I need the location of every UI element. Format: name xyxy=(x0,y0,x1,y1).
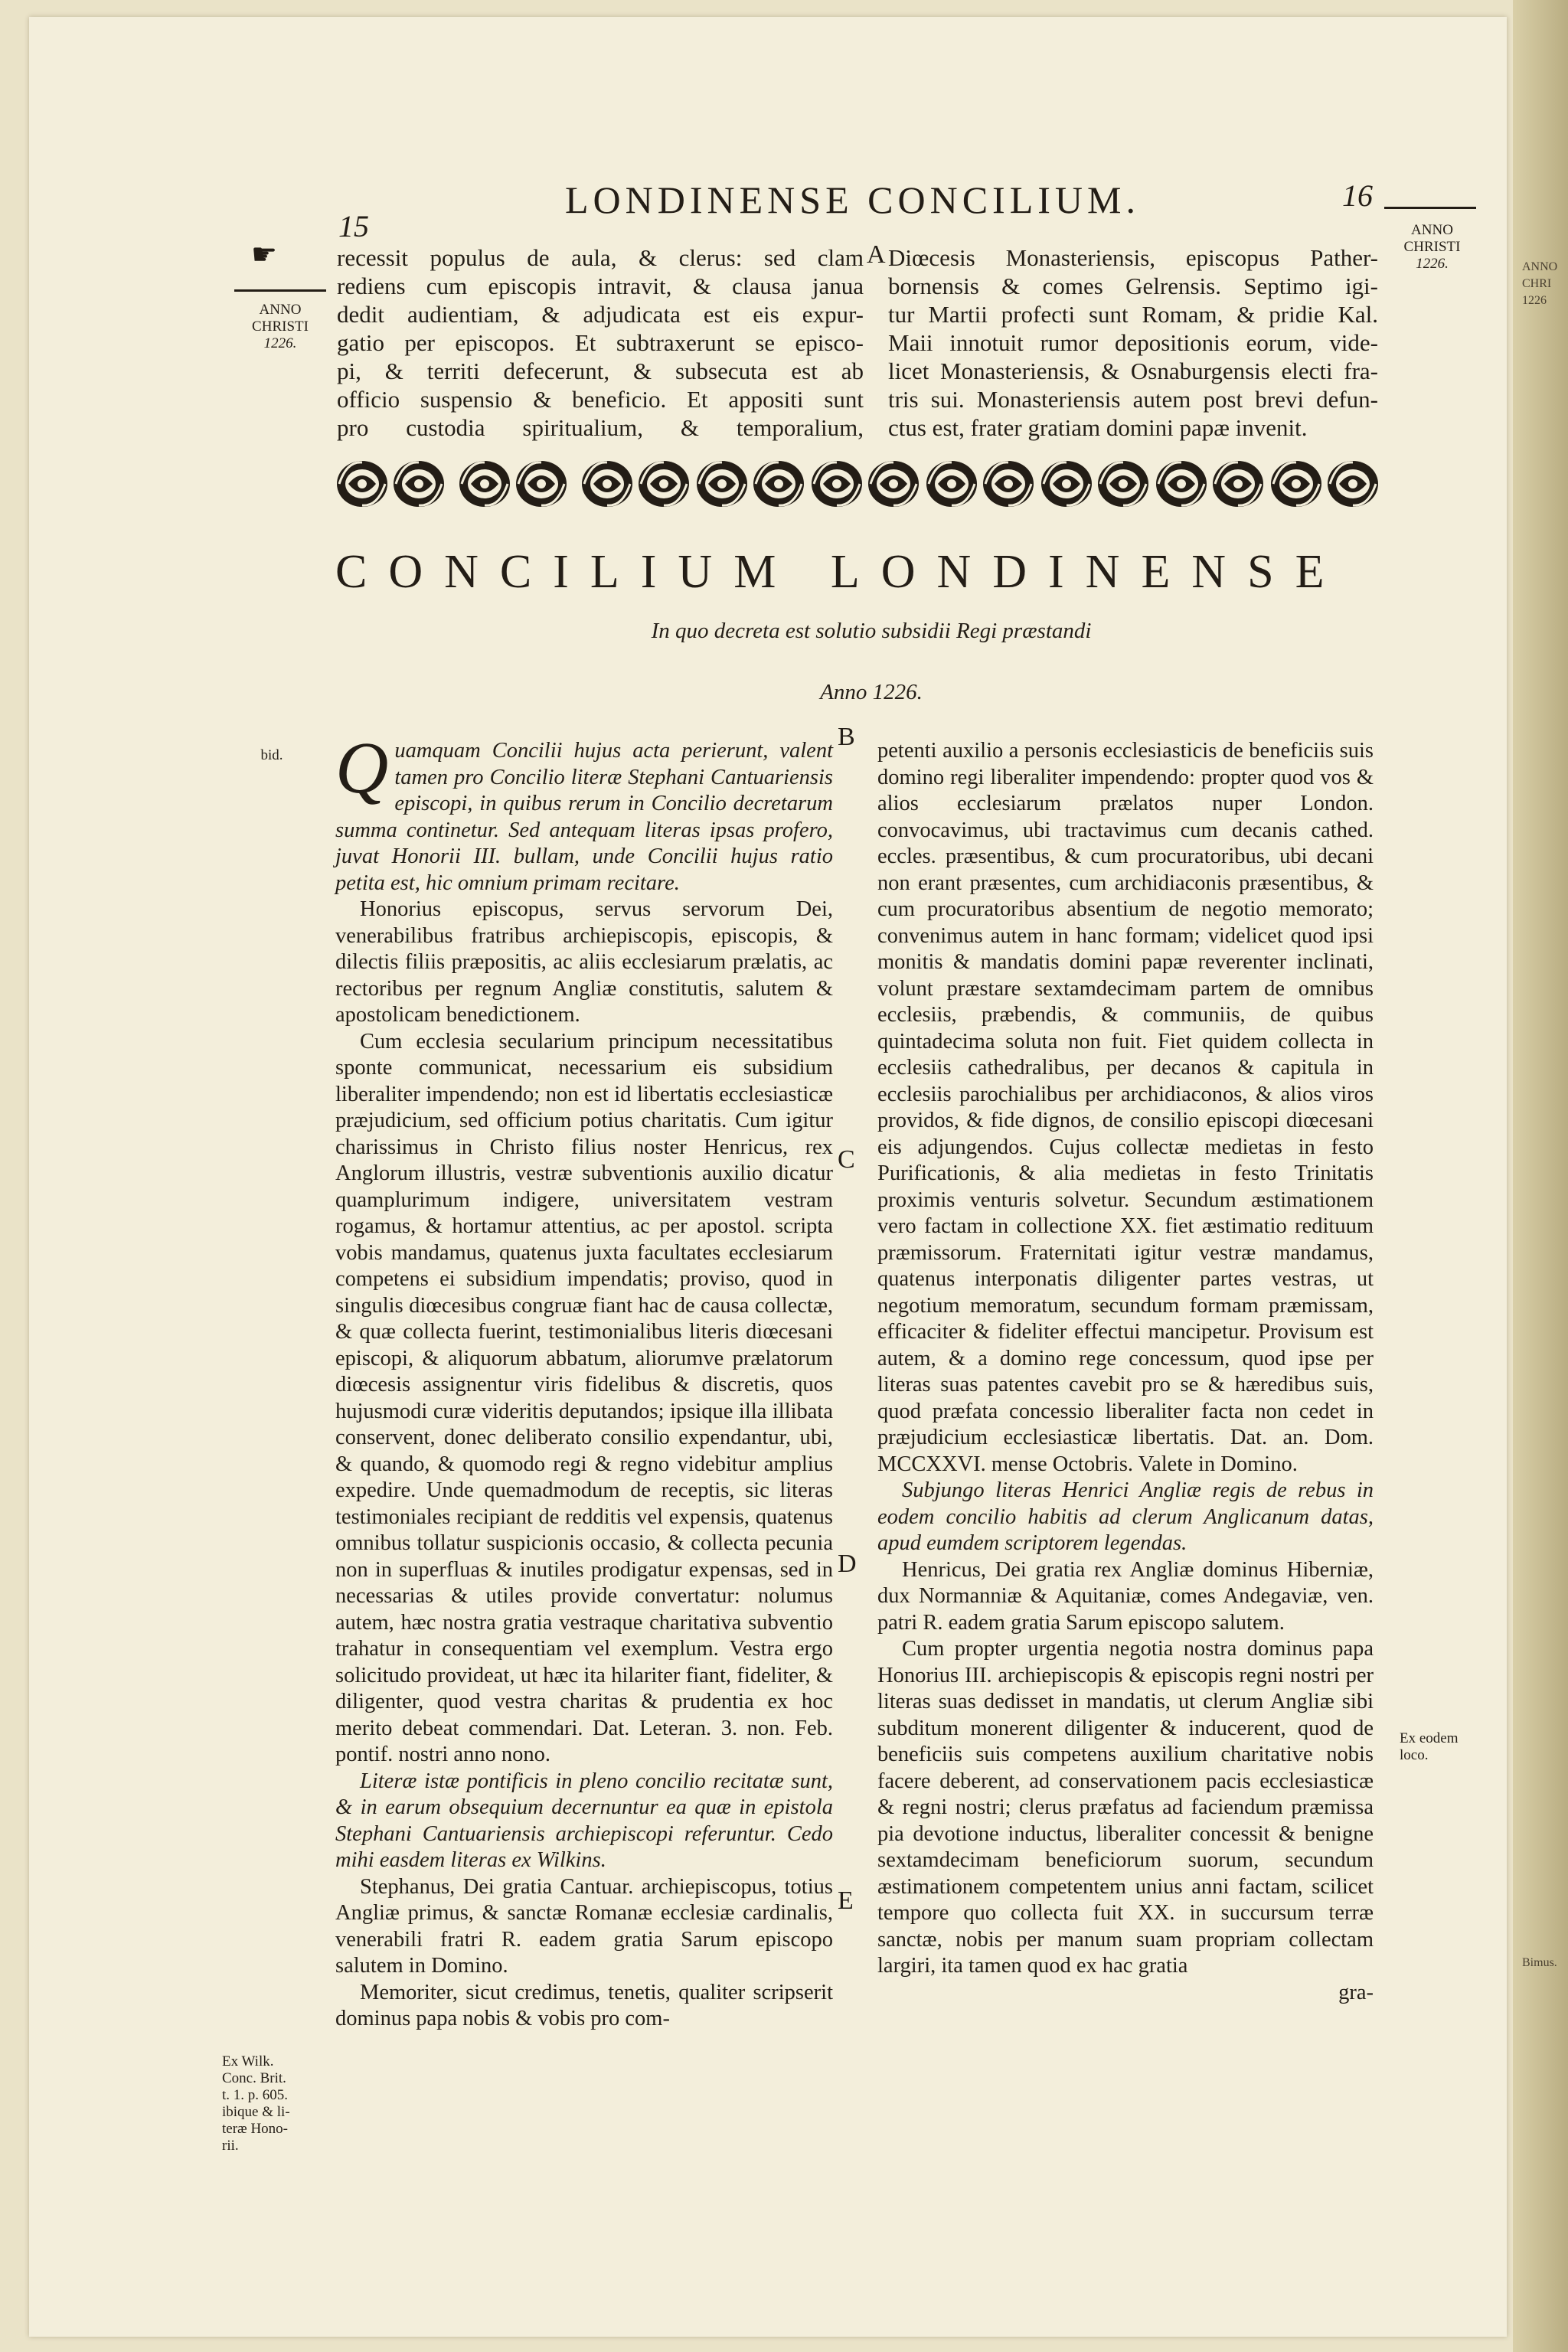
margin-note-anno-left: ANNO CHRISTI 1226. xyxy=(252,302,309,351)
page-number-right: 16 xyxy=(1342,178,1373,213)
margin-note-anno-right: ANNO CHRISTI 1226. xyxy=(1403,222,1461,272)
stephan-letter-continuation: petenti auxilio a personis ecclesiasticis de beneficiis suis domino regi liberaliter impendendo: propter quod vos & alios ecclesiarum prælatos nuper London. convocavimus, ubi tractavimus cum decanis cathed. eccles. præsentibus, & cum procuratoribus, ubi decani non erant præsentes, cum archidiaconis præsentibus, & cum procuratoribus absentium de negotio memorato; convenimus autem in hanc formam; videlicet quod ipsi monitis & mandatis domini papæ reverenter inclinati, volunt præstare sextamdecimam partem de omnibus ecclesiis, præbendis, & communiis, de quibus quintadecima soluta non fuit. Fiet quidem collecta in ecclesiis cathedralibus, per decanos & capitula in ecclesiis parochialibus per archidiaconos, & alios viros providos, & fide dignos, de consilio episcopi diœcesani eis adjungendos. Cujus collectæ medietas in festo Purificationis, & alia medietas in festo Trinitatis proximis venturis solvetur. Secundum æstimationem vero factam in collectione XX. fiet æstimatio redituum præmissorum. Fraternitati igitur vestræ mandamus, quatenus interponatis diligenter partes vestras, ut negotium memoratum, secundum formam præmissam, efficaciter & fideliter effectui mancipetur. Provisum est autem, & a domino rege concessum, quod ipse per literas suas patentes cavebit pro se & hæredibus suis, quod præfata concessio liberaliter facta non cedet in præjudicium ecclesiasticæ libertatis. Dat. an. Dom. MCCXXVI. mense Octobris. Valete in Domino. xyxy=(877,739,1374,1476)
top-left-text-block xyxy=(337,243,864,442)
section-letter-b: B xyxy=(838,723,855,751)
stephan-salutation: Stephanus, Dei gratia Cantuar. archiepiscopus, totius Angliæ primus, & sanctæ Romanæ ecclesiæ cardinalis, venerabili fratri R. eadem gratia Sarum episcopo salutem in Domino. xyxy=(335,1874,833,1978)
text-line: Diœcesis Monasteriensis, episcopus Pather- xyxy=(888,244,1378,271)
section-letter-a: A xyxy=(867,240,886,269)
book-page xyxy=(29,17,1507,2337)
editor-note-henry: Subjungo literas Henrici Angliæ regis de rebus in eodem concilio habitis ad clerum Anglicanum datas, apud eumdem scriptorem legendas. xyxy=(877,1478,1374,1555)
henry-salutation: Henricus, Dei gratia rex Angliæ dominus Hiberniæ, dux Normanniæ & Aquitaniæ, comes Andegaviæ, ven. patri R. eadem gratia Sarum episcopo salutem. xyxy=(877,1557,1374,1635)
text-line: dedit audientiam, & adjudicata est eis expur- xyxy=(337,301,864,328)
top-right-text-block xyxy=(888,243,1378,442)
edge-note-year: 1226 xyxy=(1522,294,1547,307)
adjacent-page-edge xyxy=(1513,0,1568,2352)
chapter-year: Anno 1226. xyxy=(820,680,923,704)
margin-note-ibid: bid. xyxy=(260,747,283,763)
pointing-hand-icon: ☛ xyxy=(251,237,278,271)
running-title: LONDINENSE CONCILIUM. xyxy=(565,178,1140,221)
catchword: gra- xyxy=(1338,1980,1374,2004)
text-line: bornensis & comes Gelrensis. Septimo igi- xyxy=(888,273,1378,299)
intro-paragraph: Quamquam Concilii hujus acta perierunt, valent tamen pro Concilio literæ Stephani Cantuariensis episcopi, in quibus rerum in Concilio decretarum summa continetur. Sed antequam literas ipsas profero, juvat Honorii III. bullam, unde Concilii hujus ratio petita est, hic omnium primam recitare. xyxy=(335,727,833,895)
margin-note-ex-eodem: Ex eodem loco. xyxy=(1400,1730,1459,1763)
bull-salutation: Honorius episcopus, servus servorum Dei, venerabilibus fratribus archiepiscopis, episcopis, & dilectis filiis præpositis, ac aliis ecclesiarum prælatis, ac rectoribus per regnum Angliæ constitutis, salutem & apostolicam benedictionem. xyxy=(335,897,833,1027)
page-number-left: 15 xyxy=(338,209,369,243)
margin-rule-right xyxy=(1384,207,1476,209)
text-line: pi, & territi defecerunt, & subsecuta est ab xyxy=(337,358,864,384)
text-line: tris sui. Monasteriensis autem post brevi defun- xyxy=(888,386,1378,413)
text-line: officio suspensio & beneficio. Et appositi sunt xyxy=(337,386,864,413)
henry-letter: Cum propter urgentia negotia nostra dominus papa Honorius III. archiepiscopis & episcopis regni nostri per literas suas dedisset in mandatis, ut clerum Angliæ sibi subditum monerent diligenter & inducerent, quod de beneficiis suis competens auxilium charitative nobis facere deberent, ad conservationem pacis ecclesiasticæ & regni nostri; clerus præfatus ad faciendum præmissa pia devotione inductus, liberaliter concessit & benigne sextamdecimam beneficiorum suorum, secundum æstimationem competentem unius anni factam, scilicet tempore quo collecta fuit XX. in succursum terræ sanctæ, nobis per manum suam propriam collectam largiri, ita tamen quod ex hac gratia xyxy=(877,1637,1374,1978)
text-line: pro custodia spiritualium, & temporalium, xyxy=(337,414,864,441)
ornamental-fleuron-band xyxy=(335,453,1415,514)
edge-note-bimus: Bimus. xyxy=(1522,1956,1557,1969)
edge-note-christi: CHRI xyxy=(1522,277,1552,290)
text-line: recessit populus de aula, & clerus: sed clam xyxy=(337,244,864,271)
section-letter-e: E xyxy=(838,1886,854,1915)
margin-rule-left xyxy=(234,289,326,292)
margin-note-wilkins: Ex Wilk. Conc. Brit. t. 1. p. 605. ibique & li- teræ Hono- rii. xyxy=(222,2053,290,2154)
left-text-column xyxy=(335,727,833,2033)
stephan-letter-start: Memoriter, sicut credimus, tenetis, qualiter scripserit dominus papa nobis & vobis pro com- xyxy=(335,1980,833,2030)
bull-text: Cum ecclesia secularium principum necessitatibus sponte communicat, necessarium eis subsidium liberaliter impendendo; non est id libertatis ecclesiasticæ præjudicium, sed officium potius charitatis. Cum igitur charissimus in Christo filius noster Henricus, rex Anglorum illustris, vestræ subventionis auxilio dicatur quamplurimum indigere, universitatem vestram rogamus, & hortamur attentius, ac per apostol. scripta vobis mandamus, quatenus juxta facultates ecclesiarum competens ei subsidium impendatis; proviso, quod in singulis diœcesibus congruæ fiant hac de causa collectæ, & quæ collecta fuerint, testimonialibus literis diœcesani episcopi, & aliquorum abbatum, aliorumve prælatorum diœcesis assignentur viris fidelibus & discretis, quos hujusmodi curæ videritis deputandos; ipsique illa illibata conservent, donec deliberato consilio expendantur, ubi, & quando, & quomodo regi & regno videbitur amplius expedire. Unde quemadmodum de receptis, sic literas testimoniales recipiant de redditis vel expensis, quatenus omnibus tollatur suspicionis occasio, & collecta pecunia non in superfluas & inutiles prodigatur expensas, sed in necessarias & utiles provide convertatur: nolumus autem, hæc nostra gratia vestraque charitativa subventio trahatur in consequentiam vel exemplum. Vestra ergo solicitudo provideat, ut hæc ita hilariter fiant, fideliter, & diligenter, quod vestra charitas & prudentia ex hoc merito debeat commendari. Dat. Leteran. 3. non. Feb. pontif. nostri anno nono. xyxy=(335,1029,833,1766)
text-line: licet Monasteriensis, & Osnaburgensis electi fra- xyxy=(888,358,1378,384)
drop-cap-letter: Q xyxy=(335,727,389,808)
text-line: rediens cum episcopis intravit, & clausa janua xyxy=(337,273,864,299)
edge-note-anno: ANNO xyxy=(1522,260,1558,273)
text-line: gatio per episcopos. Et subtraxerunt se episco- xyxy=(337,329,864,356)
editor-note: Literæ istæ pontificis in pleno concilio recitatæ sunt, & in earum obsequium decernuntur ea quæ in epistola Stephani Cantuariensis archiepiscopi referuntur. Cedo mihi easdem literas ex Wilkins. xyxy=(335,1769,833,1872)
section-letter-c: C xyxy=(838,1145,855,1174)
right-text-column xyxy=(877,738,1374,2006)
text-line: Maii innotuit rumor depositionis eorum, vide- xyxy=(888,329,1378,356)
chapter-title: CONCILIUM LONDINENSE xyxy=(335,546,1346,598)
text-line: ctus est, frater gratiam domini papæ invenit. xyxy=(888,414,1308,441)
chapter-subtitle: In quo decreta est solutio subsidii Regi præstandi xyxy=(651,619,1092,643)
text-line: tur Martii profecti sunt Romam, & pridie Kal. xyxy=(888,301,1378,328)
section-letter-d: D xyxy=(838,1550,857,1578)
